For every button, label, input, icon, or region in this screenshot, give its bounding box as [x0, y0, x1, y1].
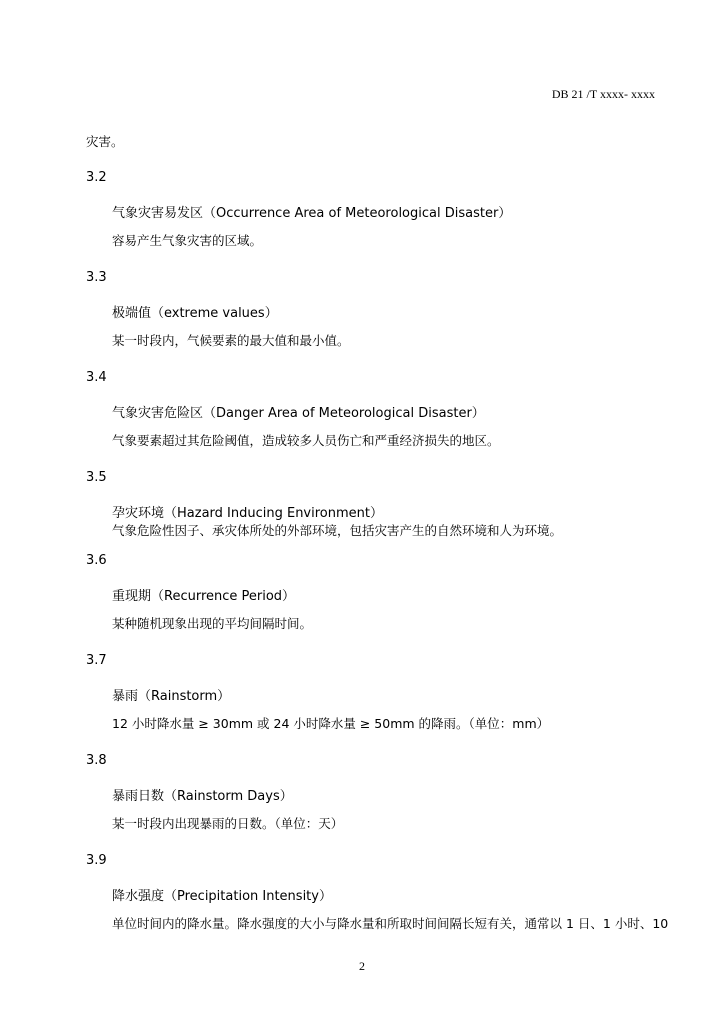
term-3-8: 暴雨日数（Rainstorm Days）: [112, 789, 293, 804]
continuation-text: 灾害。: [86, 134, 124, 149]
section-number-3-8: 3.8: [86, 753, 107, 768]
term-3-9: 降水强度（Precipitation Intensity）: [112, 889, 332, 904]
section-number-3-2: 3.2: [86, 170, 107, 185]
term-3-5: 孕灾环境（Hazard Inducing Environment）: [112, 506, 383, 521]
definition-3-9: 单位时间内的降水量。降水强度的大小与降水量和所取时间间隔长短有关，通常以 1 日、1 小时、10: [112, 916, 669, 931]
definition-3-7: 12 小时降水量 ≥ 30mm 或 24 小时降水量 ≥ 50mm 的降雨。（单位：mm）: [112, 716, 550, 731]
header-doc-code: DB 21 /T xxxx- xxxx: [551, 87, 655, 101]
section-number-3-5: 3.5: [86, 470, 107, 485]
section-number-3-7: 3.7: [86, 653, 107, 668]
definition-3-3: 某一时段内，气候要素的最大值和最小值。: [112, 333, 350, 348]
section-number-3-4: 3.4: [86, 370, 107, 385]
term-3-6: 重现期（Recurrence Period）: [112, 589, 296, 604]
section-number-3-9: 3.9: [86, 853, 107, 868]
term-3-4: 气象灾害危险区（Danger Area of Meteorological Disaster）: [112, 406, 485, 421]
page-number: 2: [359, 959, 365, 973]
definition-3-5: 气象危险性因子、承灾体所处的外部环境，包括灾害产生的自然环境和人为环境。: [112, 523, 563, 538]
definition-3-6: 某种随机现象出现的平均间隔时间。: [112, 616, 313, 631]
definition-3-2: 容易产生气象灾害的区域。: [112, 233, 263, 248]
definition-3-8: 某一时段内出现暴雨的日数。（单位：天）: [112, 816, 344, 831]
definition-3-4: 气象要素超过其危险阈值，造成较多人员伤亡和严重经济损失的地区。: [112, 433, 500, 448]
section-number-3-6: 3.6: [86, 553, 107, 568]
term-3-7: 暴雨（Rainstorm）: [112, 689, 231, 704]
section-number-3-3: 3.3: [86, 270, 107, 285]
term-3-2: 气象灾害易发区（Occurrence Area of Meteorological Disaster）: [112, 206, 512, 221]
term-3-3: 极端值（extreme values）: [112, 306, 278, 321]
